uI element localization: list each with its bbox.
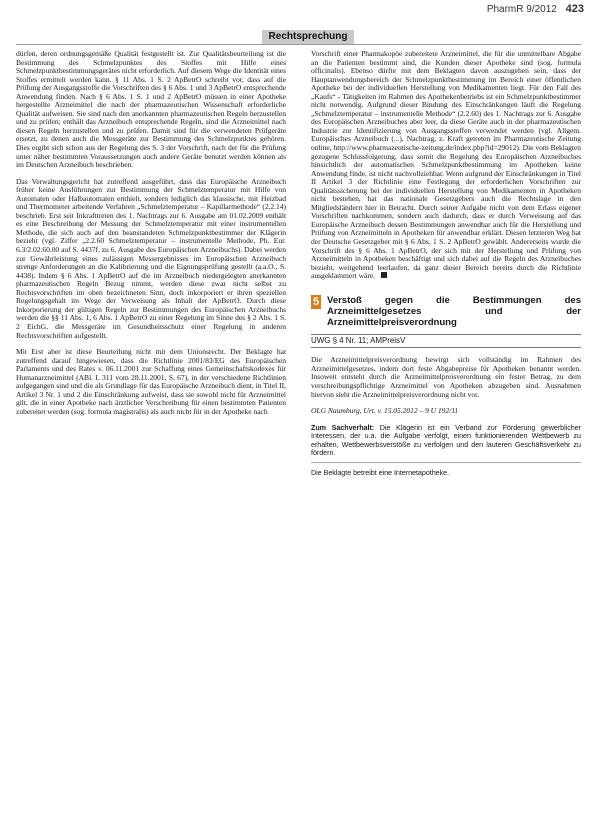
section-title: Verstoß gegen die Bestimmungen des Arzneimittelgesetzes und der Arzneimittelpreisverordnung [327, 294, 581, 328]
page-header [0, 0, 594, 44]
right-column [311, 50, 581, 478]
headnote: Die Arzneimittelpreisverordnung bewirgt sich vollständig im Rahmen des Arzneimittelgesetzes, indem dort feste Abgabepreise für Apotheken benannt werden. Insoweit entsteht durch die Arzneimittelpreisverordnung ein fester Betrag, zu dem verschreibungspflichtige Arzneimittel von Apotheken abzugeben sind. Ausnahmen hiervon sieht die Arzneimittelpreisverordnung nicht vor. [311, 355, 581, 399]
section-rubric: Rechtsprechung [262, 30, 354, 44]
facts-text: Die Klägerin ist ein Verband zur Förderung gewerblicher Interessen, der u.a. die Aufgabe verfolgt, einen funktionierenden Wettbewerb zu erhalten, Wettbewerbsverstöße zu verfolgen und den lauteren Geschäftsverkehr zu fördern. [311, 422, 582, 458]
court-citation: OLG Naumburg, Urt. v. 15.05.2012 – 9 U 192/11 [311, 406, 459, 416]
left-column [16, 50, 286, 424]
journal-info [487, 3, 584, 15]
paragraph-text: Vorschrift einer Pharmakopöe zubereitete Arzneimittel, die für die unmittelbare Abgabe an die Patienten bestimmt sind, die Kunden dieser Apotheke sind (sog. formula officinalis). Ebenso dürfte mit dem Beklagten davon auszugehen sein, dass der Hauptanwendungsbereich der Schmelzpunktbestimmung im Bereich einer öffentlichen Apotheke bei der individuellen Herstellung von Medikamenten liegt. Für den Fall des „Kaufs“ - Tätigkeiten im Rahmen des Apothekenbetriebs ist ein Schmelzpunktbestimmer nicht notwendig. Aufgrund dieser Bindung des Einschränkungen läuft die Regelung „Schmelztemperatur – instrumentelle Methode“ (2.2.60) des 1. Nachtrags zur 6. Ausgabe des Europäischen Arzneibuches aber leer, da diese Geräte auch in der pharmazeutischen Industrie zur Identifizierung von Ausgangsstoffen verwendet werden (vgl. Allgem. Europäisches Arzneibuch (...), Nachtrag, z. Kraft getreten im Pharmazeutische Zeitung online, http://www.pharmazeutische-zeitung.de/index.php?id=29012). Die vom Beklagten gezogene Schlussfolgerung, dass somit die Regelung des Europäischen Arzneibuches hinsichtlich der automatischen Schmelzpunktbestimmung im Apotheken keine Anwendung finde, ist nicht nachvollziehbar. Wenn aufgrund der Einschränkungen in Titel II Artikel 3 der Richtlinie eine Festlegung der erforderlichen Vorschriften zur Qualitätssicherung bei der individuellen Herstellung von Medikamenten in Apotheken nicht bestehen, hat das nationale Gesetzgebers auch die Rechtslage in den Mitgliedsländern hier in Betracht. Durch seiner Aufgabe nicht von dem Erlass eigener Vorschriften nachkommen, sondern auch dadurch, dass er durch Verweisung auf das Europäische Arzneibuch dessen Bestimmungen anwendbar auch für die Herstellung und Prüfung von Arzneimitteln in Apotheken für anwendbar erklärt. Diesen letzteren Weg hat der Deutsche Gesetzgeber mit § 6 Abs. 1 S. 2 ApBetrO gewählt. Andererseits wurde die Vorschrift des § 6 Abs. 1 ApBetrO, der sich mit der Herstellung und Prüfung von Arzneimitteln in Apotheken beschäftigt und sich dabei auf die Regeln des Arzneibuches bezieht, weitgehend leerlaufen, da ganz dieser Bereich bereits durch die Richtlinie ausgeklammert wäre. [311, 49, 581, 281]
page-number: 423 [565, 3, 584, 15]
section-number: 5 [312, 295, 320, 308]
paragraph: Das Verwaltungsgericht hat zutreffend ausgeführt, dass das Europäische Arzneibuch früher keine Ausführungen zur Bestimmung der Schmelztemperatur mit Hilfe von Automaten oder Halbautomaten enthielt, sondern lediglich das klassische, mit Heizbad und Thermometer arbeitende Verfahren „Schmelztemperatur – Kapillarmethode“ (2.2.14) beschrieb. Erst seit Inkrafttreten des 1. Nachtrags zur 6. Ausgabe am 01.02.2009 enthält es eine Beschreibung der Messung der Schmelztemperatur mit einer instrumentellen Methode, die sich auch auf den beanstandeten Schmelzpunktbestimmer der Klägerin bezieht (vgl. Ziffer „2.2.60 Schmelztemperatur – instrumentelle Methode, Ph. Eur. 6.3/2.02.60.00 auf S. 4437f. zu 6. Ausgabe des Europäischen Arzneibuchs). Dabei werden zur Gewährleistung eines zulässigen Messergebnisses im Europäischen Arzneibuch strenge Anforderungen an die Kalibrierung und die Eignungsprüfung gestellt (a.a.O., S. 4438). Indem § 6 Abs. 1 ApBetrO auf die im Arzneibuch niedergelegten anerkannten pharmazeutischen Regeln Bezug nimmt, werden diese zwar nicht selbst zu Rechtsvorschriften im oben bezeichneten Sinn, doch inkorporiert er ihren speziellen Regelungsgehalt im Wege der Verweisung als Inhalt der ApBetrO. Durch diese Inkorporierung der gültigen Regeln zur Bestimmungen des Europäischen Arzneibuchs werden die §§ 11 Abs. 1, 6 Abs. 1 ApBetrO zu einer Regelung im Sinne des § 2 Abs. 1 S. 2 EichG, die Messgeräte im Gesundheitsschutz einer Regelung in anderen Rechtsvorschriften aufgestellt. [16, 176, 286, 340]
facts-continuation: Die Beklagte betreibt eine Internetapotheke. [311, 467, 450, 477]
journal-name: PharmR 9/2012 [486, 4, 557, 15]
end-of-article-mark [381, 272, 387, 278]
header-rule [16, 44, 581, 45]
paragraph: Mit Erst aber ist diese Beurteilung nicht mit dem Unionsrecht. Der Beklagte hat zutreffend darauf hingewiesen, dass die Richtlinie 2001/83/EG des Europäischen Parlaments und des Rates v. 06.11.2001 zur Schaffung eines Gemeinschaftskodexes für Humanarzneimittel (ABl. L 311 vom 28.11.2001, S. 67), in der verschiedene Richtlinien aufgegangen sind und die als Grundlage für das Europäische Arzneibuch dient, in Titel II, Artikel 3 Nr. 1 und 2 die Einschränkung aufweist, dass sie sowohl nicht für Arzneimittel gilt, die in einer Apotheke nach ärztlicher Verschreibung für einen bestimmten Patienten zubereitet werden (sog. formula magistralis) als auch nicht für in der Apotheke nach [16, 347, 286, 416]
divider [311, 462, 581, 463]
facts-section [311, 424, 581, 458]
section-heading [311, 295, 581, 328]
facts-label: Zum Sachverhalt: [311, 422, 375, 432]
paragraph: dürfen, deren ordnungsgemäße Qualität festgestellt ist. Zur Qualitätsbeurteilung ist die Bestimmung des Schmelzpunktes des Stoffes mit Hilfe eines Schmelzpunktbestimmungsgerätes nicht erforderlich. Auf diesem Wege die Identität eines Stoffes ermittelt werden kann. § 11 Abs. 1 S. 2 ApBetrO schreibt vor, dass auf die Prüfung der Ausgangsstoffe die Vorschriften des § 6 Abs. 1 und 3 ApBetrO entsprechende Anwendung finden. Nach § 6 Abs. 1 S. 1 und 2 ApBetrO müssen in einer Apotheke hergestellte Arzneimittel die nach der pharmazeutischen Wissenschaft erforderliche Qualität aufweisen. Sie sind nach den anerkannten pharmazeutischen Regeln herzustellen und zu prüfen; enthält das Arzneibuch entsprechende Regeln, sind die Arzneimittel nach diesen Regeln herzustellen und zu prüfen. Damit sind für die verwendeten Prüfgeräte ersetzt, zu denen auch die Messgeräte zur Bestimmung des Schmelzpunktes gehören. Dies ergibt sich schon aus der Regelung des S. 3 der Vorschrift, nach der für die Prüfung unter näher bestimmten Voraussetzungen auch andere Geräte benutzt werden können als im Deutschen Arzneibuch beschrieben. [16, 49, 286, 170]
legal-reference: UWG § 4 Nr. 11; AMPreisV [311, 334, 581, 349]
paragraph [311, 50, 581, 281]
